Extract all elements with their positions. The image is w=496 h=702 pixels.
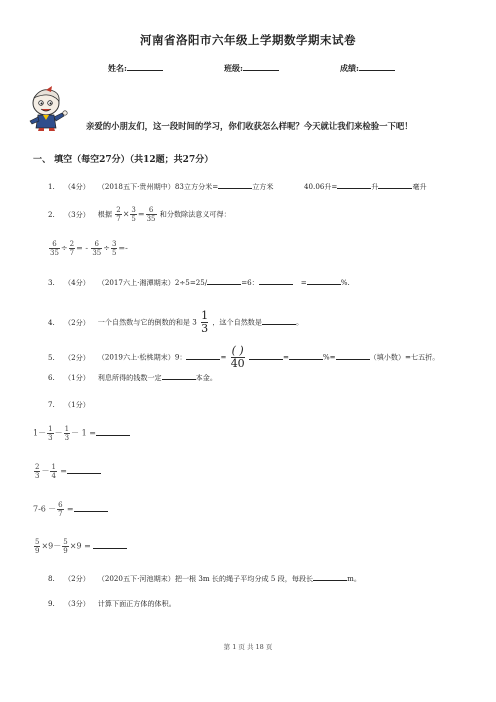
q3-blank-1[interactable] xyxy=(207,276,241,285)
question-2-expression: $\frac{6}{35}$ ÷ $\frac{2}{7}$ = - $\frac{6}{35}$ ÷ $\frac{3}{5}$ =- xyxy=(50,240,128,257)
score-label: 成绩: xyxy=(340,63,359,73)
q4-blank[interactable] xyxy=(262,316,296,325)
question-4: 4. （2分） 一个自然数与它的倒数的和是 3 $\frac{1}{3}$ ，这个自然数是 。 xyxy=(48,309,304,335)
q7-expression-2: $\frac{2}{3}$ － $\frac{1}{4}$ = xyxy=(33,463,101,480)
q2-fraction: $\frac{2}{7}$ xyxy=(116,206,121,223)
q6-blank[interactable] xyxy=(162,371,196,380)
q7-blank-4[interactable] xyxy=(93,540,127,549)
q4-fraction: $\frac{1}{3}$ xyxy=(201,309,209,335)
section-heading: 一、 填空（每空27分）（共12题；共27分） xyxy=(33,155,214,165)
q5-fraction: ( ) 40 xyxy=(230,344,245,370)
page-footer: 第 1 页 共 18 页 xyxy=(223,643,273,651)
name-blank[interactable] xyxy=(127,62,163,71)
class-field xyxy=(224,62,279,74)
q7-blank-1[interactable] xyxy=(96,427,130,436)
score-field xyxy=(340,62,395,74)
question-9: 9. （3分） 计算下面正方体的体积。 xyxy=(48,599,176,608)
q7-expression-1: 1－ $\frac{1}{3}$ － $\frac{1}{3}$ － 1 = xyxy=(33,425,130,442)
q1-blank-3[interactable] xyxy=(378,180,412,189)
page-title: 河南省洛阳市六年级上学期数学期末试卷 xyxy=(140,33,356,47)
question-1: 1. （4分） （2018五下·贵州期中）83立方分米= 立方米 40.06升= 升 毫升 xyxy=(48,182,427,191)
question-8: 8. （2分） （2020五下·河池期末）把一根 3m 长的绳子平均分成 5 段，每段长 m。 xyxy=(48,574,361,583)
q5-blank-3[interactable] xyxy=(289,351,323,360)
name-field xyxy=(108,62,163,74)
question-3: 3. （4分） （2017六上·湘潭期末）2÷5=25/ =6： = %. xyxy=(48,278,350,287)
class-label: 班级: xyxy=(224,63,243,73)
q5-blank-2[interactable] xyxy=(249,351,283,360)
score-blank[interactable] xyxy=(359,62,395,71)
name-label: 姓名: xyxy=(108,63,127,73)
q8-blank[interactable] xyxy=(313,572,347,581)
question-2: 2. （3分） 根据 $\frac{2}{7}$ × $\frac{3}{5}$ = $\frac{6}{35}$ 和分数除法意义可得： xyxy=(48,206,231,223)
q1-blank-1[interactable] xyxy=(218,180,252,189)
question-5: 5. （2分） （2019六上·松桃期末）9： = ( ) 40 = %= （填小数）=七五折。 xyxy=(48,344,440,370)
q7-blank-2[interactable] xyxy=(67,465,101,474)
class-blank[interactable] xyxy=(243,62,279,71)
q7-blank-3[interactable] xyxy=(74,503,108,512)
q7-expression-4: $\frac{5}{9}$ ×9－ $\frac{5}{9}$ ×9 = xyxy=(33,538,127,555)
q3-blank-2[interactable] xyxy=(259,276,293,285)
intro-text: 亲爱的小朋友们，这一段时间的学习，你们收获怎么样呢？今天就让我们来检验一下吧！ xyxy=(86,121,413,131)
mascot-icon xyxy=(22,86,72,132)
q5-blank-1[interactable] xyxy=(186,351,220,360)
q3-blank-3[interactable] xyxy=(307,276,341,285)
question-6: 6. （1分） 利息所得的钱数一定 本金。 xyxy=(48,373,217,382)
q7-expression-3: 7-6 － $\frac{6}{7}$ = xyxy=(33,501,108,518)
q1-blank-2[interactable] xyxy=(337,180,371,189)
q5-blank-4[interactable] xyxy=(336,351,370,360)
question-7: 7. （1分） xyxy=(48,400,90,409)
